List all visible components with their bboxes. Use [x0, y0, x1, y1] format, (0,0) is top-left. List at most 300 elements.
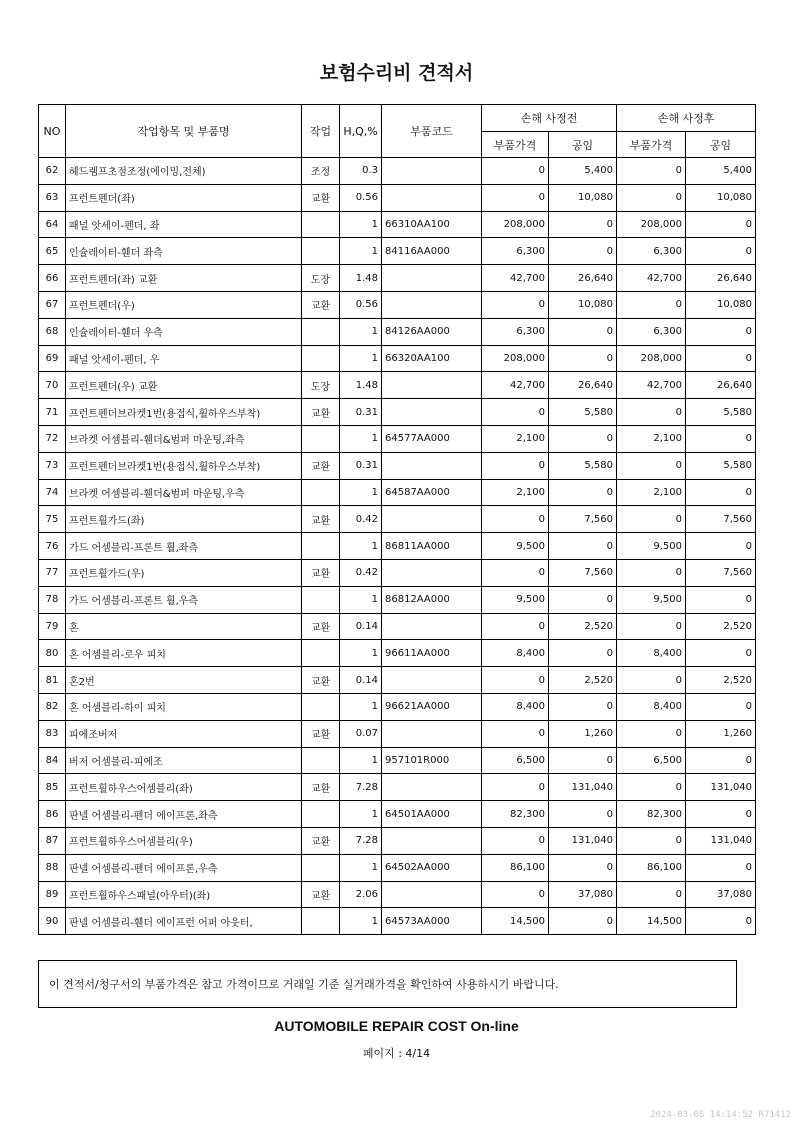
row-after-part-price: 0	[617, 827, 686, 854]
table-row	[39, 881, 756, 908]
row-no: 88	[39, 854, 66, 881]
row-work-type	[302, 318, 340, 345]
row-work-type: 도장	[302, 265, 340, 292]
row-part-code: 66320AA100	[382, 345, 482, 372]
row-after-part-price: 42,700	[617, 372, 686, 399]
row-work-type	[302, 693, 340, 720]
header-before-part-price: 부품가격	[482, 132, 549, 158]
row-before-part-price: 208,000	[482, 345, 549, 372]
table-row	[39, 479, 756, 506]
row-no: 84	[39, 747, 66, 774]
row-before-part-price: 86,100	[482, 854, 549, 881]
row-work-type	[302, 479, 340, 506]
table-row	[39, 452, 756, 479]
row-after-part-price: 2,100	[617, 479, 686, 506]
row-hq: 1	[340, 425, 382, 452]
row-after-labor: 0	[686, 586, 756, 613]
row-before-part-price: 6,500	[482, 747, 549, 774]
row-after-labor: 5,580	[686, 452, 756, 479]
table-row	[39, 908, 756, 935]
row-part-code: 96611AA000	[382, 640, 482, 667]
row-hq: 7.28	[340, 774, 382, 801]
row-no: 83	[39, 720, 66, 747]
row-before-part-price: 0	[482, 881, 549, 908]
row-part-code	[382, 506, 482, 533]
row-part-code: 86811AA000	[382, 533, 482, 560]
row-before-part-price: 0	[482, 559, 549, 586]
row-work-type: 교환	[302, 613, 340, 640]
table-row	[39, 586, 756, 613]
row-part-code: 64502AA000	[382, 854, 482, 881]
row-after-labor: 0	[686, 801, 756, 828]
row-part-code: 64577AA000	[382, 425, 482, 452]
row-part-code: 96621AA000	[382, 693, 482, 720]
row-item-name: 혼 어셈블리-로우 피치	[66, 640, 302, 667]
row-work-type	[302, 586, 340, 613]
row-work-type: 교환	[302, 720, 340, 747]
row-item-name: 프런트펜더(우) 교환	[66, 372, 302, 399]
row-item-name: 패널 앗세이-펜더, 우	[66, 345, 302, 372]
estimate-table	[38, 104, 756, 935]
row-before-part-price: 6,300	[482, 238, 549, 265]
row-no: 67	[39, 291, 66, 318]
table-row	[39, 399, 756, 426]
row-item-name: 프런트휠하우스어셈블리(좌)	[66, 774, 302, 801]
row-before-labor: 7,560	[549, 559, 617, 586]
page-number: 페이지 : 4/14	[362, 1047, 431, 1060]
row-after-part-price: 0	[617, 506, 686, 533]
row-before-labor: 1,260	[549, 720, 617, 747]
row-work-type: 도장	[302, 372, 340, 399]
row-hq: 1	[340, 318, 382, 345]
row-work-type: 교환	[302, 452, 340, 479]
row-before-labor: 0	[549, 318, 617, 345]
row-before-part-price: 0	[482, 720, 549, 747]
row-no: 85	[39, 774, 66, 801]
row-item-name: 인슐레이터-휀더 우측	[66, 318, 302, 345]
row-part-code: 86812AA000	[382, 586, 482, 613]
row-item-name: 프런트휠가드(좌)	[66, 506, 302, 533]
row-part-code	[382, 720, 482, 747]
row-after-labor: 10,080	[686, 291, 756, 318]
row-part-code	[382, 399, 482, 426]
row-hq: 0.3	[340, 158, 382, 185]
row-work-type: 교환	[302, 506, 340, 533]
row-item-name: 패널 앗세이-펜더, 좌	[66, 211, 302, 238]
row-after-labor: 0	[686, 854, 756, 881]
row-work-type: 교환	[302, 827, 340, 854]
row-hq: 1	[340, 693, 382, 720]
row-after-labor: 0	[686, 479, 756, 506]
row-after-part-price: 0	[617, 452, 686, 479]
row-before-labor: 7,560	[549, 506, 617, 533]
row-part-code	[382, 613, 482, 640]
row-before-labor: 0	[549, 693, 617, 720]
row-after-part-price: 2,100	[617, 425, 686, 452]
row-item-name: 프런트휠가드(우)	[66, 559, 302, 586]
row-item-name: 프런트펜더(우)	[66, 291, 302, 318]
row-before-labor: 10,080	[549, 291, 617, 318]
row-no: 64	[39, 211, 66, 238]
footer-brand: AUTOMOBILE REPAIR COST On-line	[274, 1018, 519, 1034]
table-row	[39, 774, 756, 801]
table-row	[39, 211, 756, 238]
row-hq: 0.56	[340, 184, 382, 211]
table-row	[39, 667, 756, 694]
row-no: 87	[39, 827, 66, 854]
row-after-part-price: 0	[617, 667, 686, 694]
row-work-type	[302, 747, 340, 774]
row-before-part-price: 0	[482, 399, 549, 426]
row-after-labor: 0	[686, 640, 756, 667]
row-before-labor: 5,580	[549, 399, 617, 426]
row-after-labor: 0	[686, 211, 756, 238]
row-before-labor: 26,640	[549, 265, 617, 292]
row-before-labor: 0	[549, 801, 617, 828]
row-no: 66	[39, 265, 66, 292]
row-after-labor: 0	[686, 425, 756, 452]
row-after-labor: 0	[686, 747, 756, 774]
row-after-part-price: 42,700	[617, 265, 686, 292]
row-after-part-price: 0	[617, 774, 686, 801]
row-before-part-price: 14,500	[482, 908, 549, 935]
row-no: 86	[39, 801, 66, 828]
document-title: 보험수리비 견적서	[319, 62, 474, 84]
row-before-part-price: 0	[482, 827, 549, 854]
row-hq: 1	[340, 479, 382, 506]
row-hq: 0.42	[340, 506, 382, 533]
row-no: 69	[39, 345, 66, 372]
row-no: 75	[39, 506, 66, 533]
row-before-labor: 10,080	[549, 184, 617, 211]
row-before-labor: 0	[549, 854, 617, 881]
row-hq: 1	[340, 801, 382, 828]
row-after-labor: 131,040	[686, 827, 756, 854]
row-no: 78	[39, 586, 66, 613]
row-after-part-price: 0	[617, 399, 686, 426]
row-item-name: 프런트휠하우스패널(아우터)(좌)	[66, 881, 302, 908]
row-after-labor: 0	[686, 318, 756, 345]
row-item-name: 인슐레이터-휀더 좌측	[66, 238, 302, 265]
row-after-part-price: 14,500	[617, 908, 686, 935]
row-no: 62	[39, 158, 66, 185]
row-after-labor: 10,080	[686, 184, 756, 211]
row-after-part-price: 208,000	[617, 345, 686, 372]
table-row	[39, 318, 756, 345]
row-part-code: 957101R000	[382, 747, 482, 774]
row-after-labor: 0	[686, 693, 756, 720]
row-part-code: 84116AA000	[382, 238, 482, 265]
row-no: 74	[39, 479, 66, 506]
row-work-type	[302, 533, 340, 560]
row-item-name: 혼	[66, 613, 302, 640]
row-item-name: 가드 어셈블리-프론트 휠,우측	[66, 586, 302, 613]
row-work-type	[302, 854, 340, 881]
row-item-name: 판넬 어셈블리-펜더 에이프론,우측	[66, 854, 302, 881]
row-before-part-price: 0	[482, 291, 549, 318]
row-work-type	[302, 345, 340, 372]
row-after-labor: 5,580	[686, 399, 756, 426]
row-hq: 1	[340, 908, 382, 935]
row-no: 89	[39, 881, 66, 908]
row-no: 63	[39, 184, 66, 211]
row-before-labor: 0	[549, 640, 617, 667]
row-before-labor: 37,080	[549, 881, 617, 908]
header-before-labor: 공임	[549, 132, 617, 158]
row-before-labor: 26,640	[549, 372, 617, 399]
row-after-part-price: 0	[617, 559, 686, 586]
row-hq: 0.56	[340, 291, 382, 318]
row-after-part-price: 8,400	[617, 640, 686, 667]
row-part-code	[382, 291, 482, 318]
row-part-code	[382, 667, 482, 694]
estimate-rows	[39, 158, 756, 935]
row-no: 82	[39, 693, 66, 720]
row-after-labor: 131,040	[686, 774, 756, 801]
row-work-type	[302, 425, 340, 452]
header-part-code: 부품코드	[382, 105, 482, 158]
row-part-code	[382, 827, 482, 854]
row-before-labor: 5,580	[549, 452, 617, 479]
row-hq: 1	[340, 533, 382, 560]
row-after-labor: 37,080	[686, 881, 756, 908]
row-work-type: 교환	[302, 184, 340, 211]
row-before-labor: 0	[549, 908, 617, 935]
row-part-code: 84126AA000	[382, 318, 482, 345]
row-part-code	[382, 265, 482, 292]
table-row	[39, 640, 756, 667]
row-item-name: 혼 어셈블리-하이 피치	[66, 693, 302, 720]
row-after-labor: 5,400	[686, 158, 756, 185]
row-before-labor: 0	[549, 586, 617, 613]
row-work-type: 교환	[302, 399, 340, 426]
table-row	[39, 184, 756, 211]
row-after-labor: 2,520	[686, 667, 756, 694]
row-after-labor: 0	[686, 908, 756, 935]
row-after-labor: 0	[686, 238, 756, 265]
row-hq: 0.14	[340, 667, 382, 694]
row-before-labor: 131,040	[549, 774, 617, 801]
row-after-part-price: 208,000	[617, 211, 686, 238]
row-hq: 0.14	[340, 613, 382, 640]
row-after-part-price: 6,300	[617, 318, 686, 345]
row-part-code: 64573AA000	[382, 908, 482, 935]
header-item: 작업항목 및 부품명	[66, 105, 302, 158]
row-before-part-price: 42,700	[482, 372, 549, 399]
row-item-name: 헤드램프초점조정(에이밍,전체)	[66, 158, 302, 185]
row-before-part-price: 42,700	[482, 265, 549, 292]
table-row	[39, 827, 756, 854]
row-work-type: 조정	[302, 158, 340, 185]
row-after-labor: 7,560	[686, 506, 756, 533]
row-hq: 1	[340, 747, 382, 774]
row-hq: 1	[340, 211, 382, 238]
row-part-code	[382, 774, 482, 801]
row-before-part-price: 0	[482, 613, 549, 640]
row-item-name: 판넬 어셈블리-펜더 에이프론,좌측	[66, 801, 302, 828]
row-work-type	[302, 238, 340, 265]
row-after-part-price: 0	[617, 613, 686, 640]
header-before-adjustment: 손해 사정전	[482, 105, 617, 132]
row-item-name: 판넬 어셈블리-휀더 에이프런 어퍼 아웃터,	[66, 908, 302, 935]
row-item-name: 브라켓 어셈블리-휀더&범퍼 마운팅,우측	[66, 479, 302, 506]
row-item-name: 혼2번	[66, 667, 302, 694]
row-before-part-price: 0	[482, 452, 549, 479]
row-work-type: 교환	[302, 881, 340, 908]
row-before-part-price: 0	[482, 158, 549, 185]
row-before-labor: 2,520	[549, 613, 617, 640]
table-row	[39, 613, 756, 640]
row-before-labor: 0	[549, 533, 617, 560]
row-no: 73	[39, 452, 66, 479]
row-work-type: 교환	[302, 774, 340, 801]
table-row	[39, 265, 756, 292]
row-work-type: 교환	[302, 667, 340, 694]
row-after-labor: 7,560	[686, 559, 756, 586]
row-item-name: 가드 어셈블리-프론트 휠,좌측	[66, 533, 302, 560]
row-before-labor: 5,400	[549, 158, 617, 185]
row-part-code: 64587AA000	[382, 479, 482, 506]
row-part-code: 66310AA100	[382, 211, 482, 238]
table-row	[39, 559, 756, 586]
row-no: 65	[39, 238, 66, 265]
table-row	[39, 345, 756, 372]
row-no: 90	[39, 908, 66, 935]
row-item-name: 프런트휠하우스어셈블리(우)	[66, 827, 302, 854]
row-item-name: 프런트펜더(좌)	[66, 184, 302, 211]
row-hq: 1	[340, 640, 382, 667]
row-before-part-price: 208,000	[482, 211, 549, 238]
row-after-part-price: 0	[617, 720, 686, 747]
price-notice: 이 견적서/청구서의 부품가격은 참고 가격이므로 거래일 기준 실거래가격을 확인하여 사용하시기 바랍니다.	[38, 960, 737, 1008]
row-after-part-price: 6,500	[617, 747, 686, 774]
row-before-part-price: 6,300	[482, 318, 549, 345]
row-before-part-price: 0	[482, 667, 549, 694]
row-after-part-price: 0	[617, 158, 686, 185]
row-after-labor: 1,260	[686, 720, 756, 747]
header-work: 작업	[302, 105, 340, 158]
table-row	[39, 693, 756, 720]
row-before-labor: 0	[549, 345, 617, 372]
row-work-type: 교환	[302, 291, 340, 318]
table-row	[39, 425, 756, 452]
table-row	[39, 291, 756, 318]
row-hq: 1	[340, 345, 382, 372]
table-row	[39, 372, 756, 399]
table-row	[39, 854, 756, 881]
row-hq: 1.48	[340, 372, 382, 399]
row-no: 81	[39, 667, 66, 694]
row-no: 68	[39, 318, 66, 345]
row-hq: 0.31	[340, 452, 382, 479]
row-after-part-price: 6,300	[617, 238, 686, 265]
row-hq: 1	[340, 586, 382, 613]
row-no: 79	[39, 613, 66, 640]
table-row	[39, 506, 756, 533]
row-after-part-price: 0	[617, 291, 686, 318]
row-part-code	[382, 184, 482, 211]
row-part-code: 64501AA000	[382, 801, 482, 828]
row-before-part-price: 2,100	[482, 425, 549, 452]
row-no: 70	[39, 372, 66, 399]
row-part-code	[382, 158, 482, 185]
row-work-type	[302, 908, 340, 935]
row-part-code	[382, 372, 482, 399]
row-after-part-price: 82,300	[617, 801, 686, 828]
row-before-labor: 2,520	[549, 667, 617, 694]
row-before-labor: 0	[549, 747, 617, 774]
row-no: 80	[39, 640, 66, 667]
row-after-labor: 0	[686, 533, 756, 560]
row-hq: 1.48	[340, 265, 382, 292]
row-item-name: 버저 어셈블리-피에조	[66, 747, 302, 774]
row-item-name: 프런트펜더브라켓1번(용접식,휠하우스부착)	[66, 452, 302, 479]
header-hq: H,Q,%	[340, 105, 382, 158]
row-hq: 0.42	[340, 559, 382, 586]
row-hq: 1	[340, 854, 382, 881]
row-after-part-price: 0	[617, 881, 686, 908]
row-before-part-price: 0	[482, 506, 549, 533]
row-item-name: 브라켓 어셈블리-휀더&범퍼 마운팅,좌측	[66, 425, 302, 452]
row-hq: 1	[340, 238, 382, 265]
row-before-part-price: 8,400	[482, 640, 549, 667]
header-after-part-price: 부품가격	[617, 132, 686, 158]
row-part-code	[382, 559, 482, 586]
row-before-labor: 0	[549, 479, 617, 506]
row-before-part-price: 0	[482, 774, 549, 801]
row-before-labor: 0	[549, 211, 617, 238]
row-after-part-price: 86,100	[617, 854, 686, 881]
row-before-labor: 0	[549, 425, 617, 452]
row-after-part-price: 9,500	[617, 533, 686, 560]
row-after-labor: 0	[686, 345, 756, 372]
row-no: 72	[39, 425, 66, 452]
table-row	[39, 720, 756, 747]
row-hq: 7.28	[340, 827, 382, 854]
header-after-adjustment: 손해 사정후	[617, 105, 756, 132]
row-after-labor: 26,640	[686, 265, 756, 292]
row-no: 77	[39, 559, 66, 586]
header-after-labor: 공임	[686, 132, 756, 158]
print-timestamp: 2024-03-06 14:14:52 R71412	[650, 1110, 791, 1120]
row-work-type: 교환	[302, 559, 340, 586]
row-part-code	[382, 452, 482, 479]
row-before-part-price: 9,500	[482, 533, 549, 560]
row-after-part-price: 0	[617, 184, 686, 211]
row-after-part-price: 9,500	[617, 586, 686, 613]
row-before-part-price: 8,400	[482, 693, 549, 720]
row-work-type	[302, 211, 340, 238]
table-row	[39, 801, 756, 828]
row-hq: 0.31	[340, 399, 382, 426]
row-before-part-price: 0	[482, 184, 549, 211]
header-no: NO	[39, 105, 66, 158]
row-after-part-price: 8,400	[617, 693, 686, 720]
row-before-part-price: 9,500	[482, 586, 549, 613]
row-item-name: 프런트펜더(좌) 교환	[66, 265, 302, 292]
row-part-code	[382, 881, 482, 908]
row-item-name: 프런트펜더브라켓1번(용접식,휠하우스부착)	[66, 399, 302, 426]
row-before-part-price: 82,300	[482, 801, 549, 828]
table-row	[39, 747, 756, 774]
row-work-type	[302, 640, 340, 667]
row-after-labor: 26,640	[686, 372, 756, 399]
row-hq: 0.07	[340, 720, 382, 747]
row-item-name: 피에조버저	[66, 720, 302, 747]
row-after-labor: 2,520	[686, 613, 756, 640]
row-no: 71	[39, 399, 66, 426]
row-no: 76	[39, 533, 66, 560]
